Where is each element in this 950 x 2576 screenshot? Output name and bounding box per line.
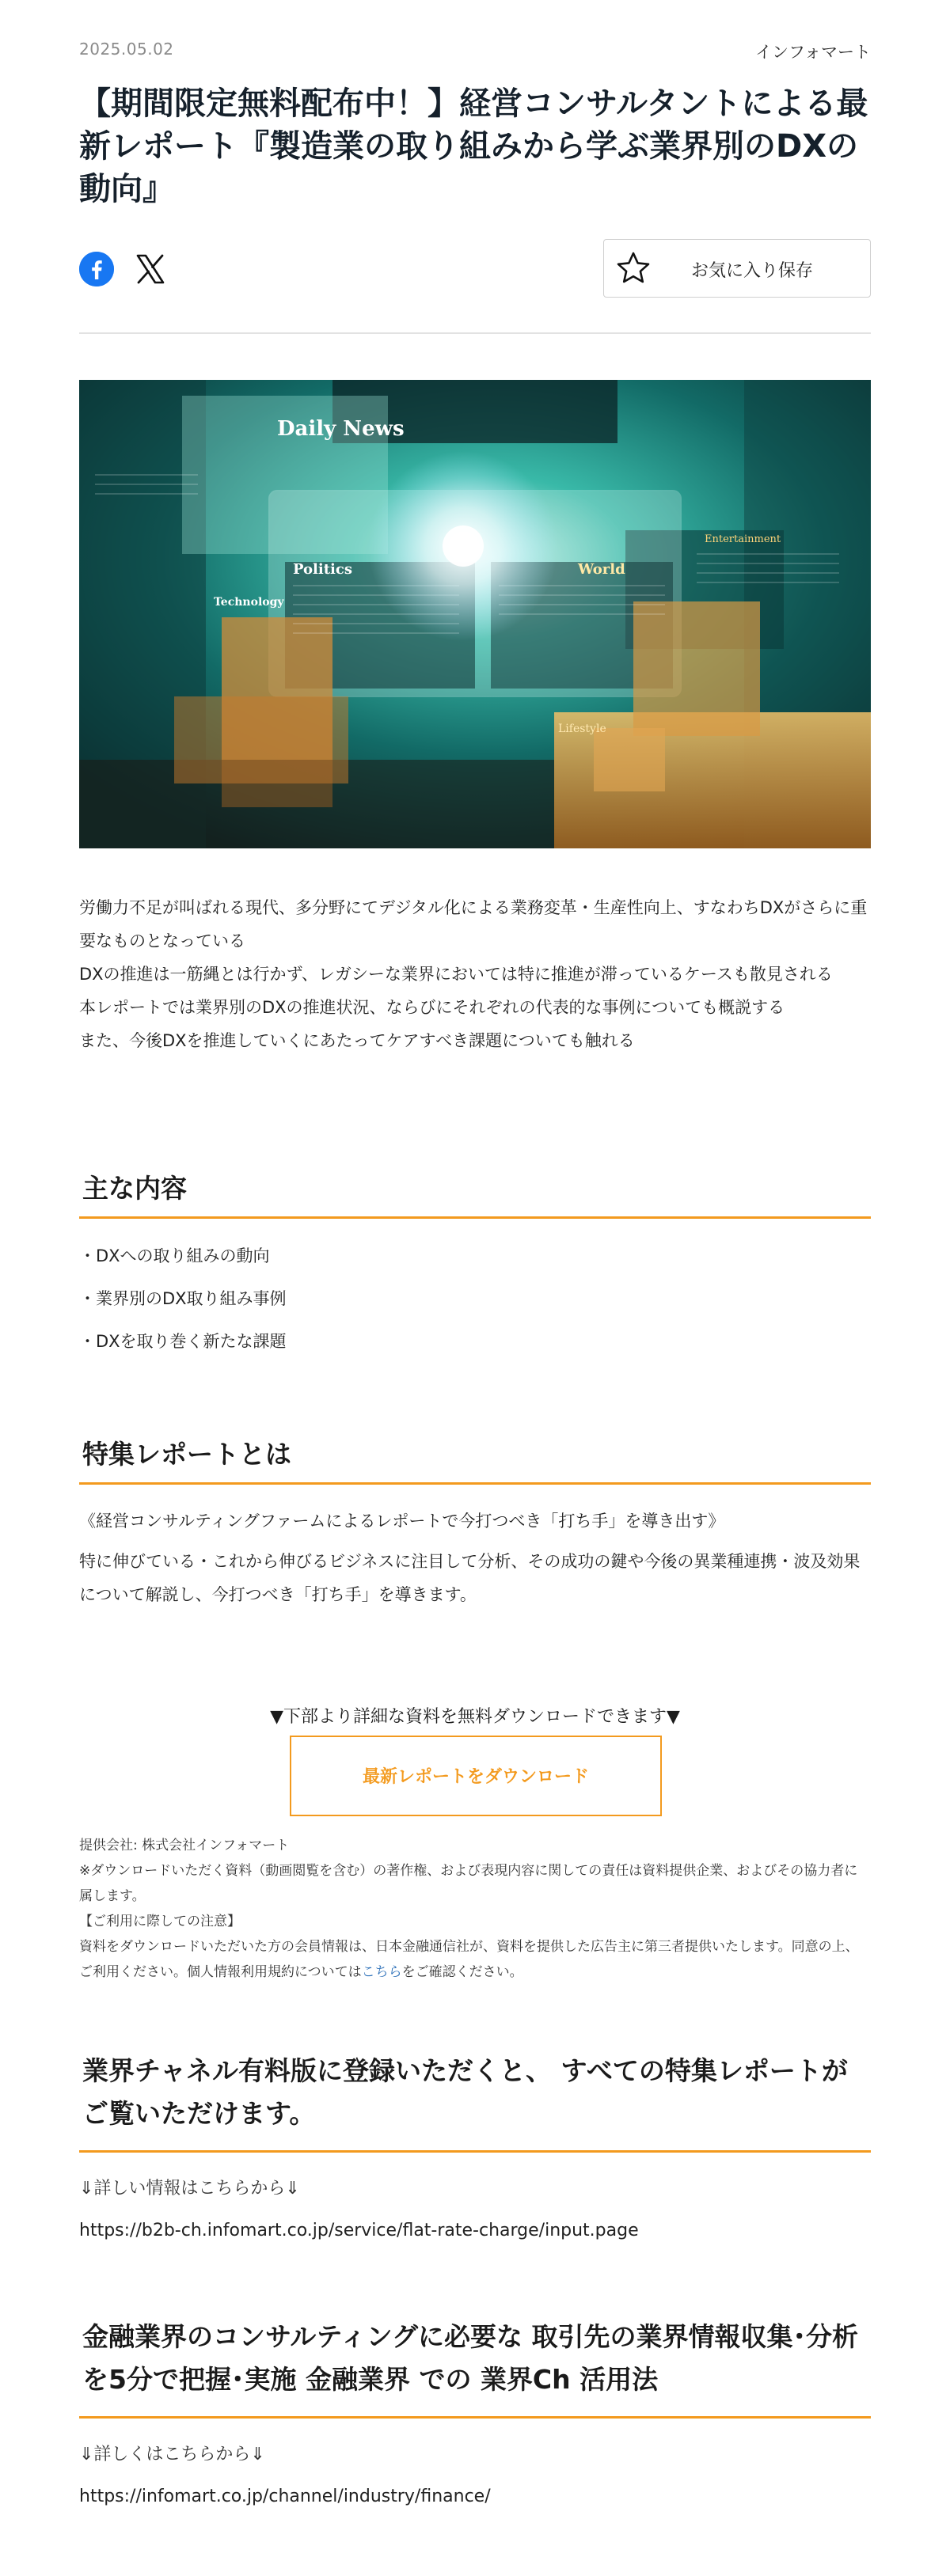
intro-paragraph: DXの推進は一筋縄とは行かず、レガシーな業界においては特に推進が滞っているケースも散見される — [79, 965, 833, 984]
intro-paragraph: 本レポートでは業界別のDXの推進状況、ならびにそれぞれの代表的な事例についても概説する — [79, 998, 785, 1017]
finance-promo-note: ⇓詳しくはこちらから⇓ — [79, 2445, 265, 2464]
usage-text-after: をご確認ください。 — [401, 1964, 523, 1980]
special-report-lead: 《経営コンサルティングファームによるレポートで今打つべき「打ち手」を導き出す》 — [79, 1512, 725, 1531]
intro-paragraph: 労働力不足が叫ばれる現代、多分野にてデジタル化による業務変革・生産性向上、すなわちDXがさらに重要なものとなっている — [79, 898, 868, 950]
hero-text-politics: Politics — [293, 561, 352, 578]
usage-heading: 【ご利用に際しての注意】 — [79, 1914, 241, 1929]
facebook-icon[interactable] — [79, 252, 114, 286]
favorite-save-button[interactable] — [603, 239, 871, 298]
header-divider — [79, 332, 871, 334]
star-icon — [615, 250, 652, 286]
hero-text-world: World — [578, 561, 625, 578]
hero-text-daily-news: Daily News — [277, 417, 405, 441]
favorite-save-label: お気に入り保存 — [691, 260, 814, 280]
copyright-note: ※ダウンロードいただく資料（動画閲覧を含む）の著作権、および表現内容に関しての責任は資料提供企業、およびその協力者に属します。 — [79, 1863, 858, 1904]
article-title: 【期間限定無料配布中！】経営コンサルタントによる最新レポート『製造業の取り組みから学ぶ業界別のDXの動向』 — [79, 85, 868, 207]
hero-text-technology: Technology — [214, 596, 284, 609]
publisher-name: インフォマート — [755, 43, 871, 62]
special-report-heading: 特集レポートとは — [79, 1432, 871, 1485]
list-item: ・DXを取り巻く新たな課題 — [79, 1332, 287, 1351]
publish-date: 2025.05.02 — [79, 40, 174, 59]
usage-text-before: 資料をダウンロードいただいた方の会員情報は、日本金融通信社が、資料を提供した広告主に第三者提供いたします。同意の上、ご利用ください。個人情報利用規約については — [79, 1939, 859, 1980]
main-contents-heading: 主な内容 — [79, 1167, 871, 1219]
list-item: ・業界別のDX取り組み事例 — [79, 1289, 287, 1308]
x-icon[interactable] — [133, 252, 168, 286]
channel-promo-heading: 業界チャネル有料版に登録いただくと、 すべての特集レポートがご覧いただけます。 — [79, 2050, 871, 2153]
article-meta — [79, 40, 871, 62]
hero-image — [79, 380, 871, 848]
privacy-policy-link[interactable]: こちら — [361, 1964, 402, 1980]
finance-promo-link[interactable]: https://infomart.co.jp/channel/industry/finance/ — [79, 2487, 491, 2506]
hero-text-entertainment: Entertainment — [705, 533, 781, 545]
share-bar — [79, 239, 871, 299]
channel-promo-link[interactable]: https://b2b-ch.infomart.co.jp/service/flat-rate-charge/input.page — [79, 2221, 639, 2240]
intro-text — [79, 891, 871, 1057]
hero-text-lifestyle: Lifestyle — [558, 723, 606, 735]
provider-company: 提供会社: 株式会社インフォマート — [79, 1838, 290, 1853]
download-report-button[interactable]: 最新レポートをダウンロード — [290, 1736, 662, 1816]
usage-text — [79, 1934, 871, 1985]
provider-info — [79, 1833, 871, 1985]
channel-promo-note: ⇓詳しい情報はこちらから⇓ — [79, 2179, 300, 2199]
download-note: ▼下部より詳細な資料を無料ダウンロードできます▼ — [270, 1707, 680, 1727]
list-item: ・DXへの取り組みの動向 — [79, 1246, 270, 1265]
finance-promo-heading: 金融業界のコンサルティングに必要な 取引先の業界情報収集･分析を5分で把握･実施 金融業界 での 業界Ch 活用法 — [79, 2316, 871, 2419]
intro-paragraph: また、今後DXを推進していくにあたってケアすべき課題についても触れる — [79, 1031, 635, 1050]
main-contents-list — [79, 1235, 871, 1363]
special-report-body: 特に伸びている・これから伸びるビジネスに注目して分析、その成功の鍵や今後の異業種連携・波及効果について解説し、今打つべき「打ち手」を導きます。 — [79, 1552, 861, 1604]
